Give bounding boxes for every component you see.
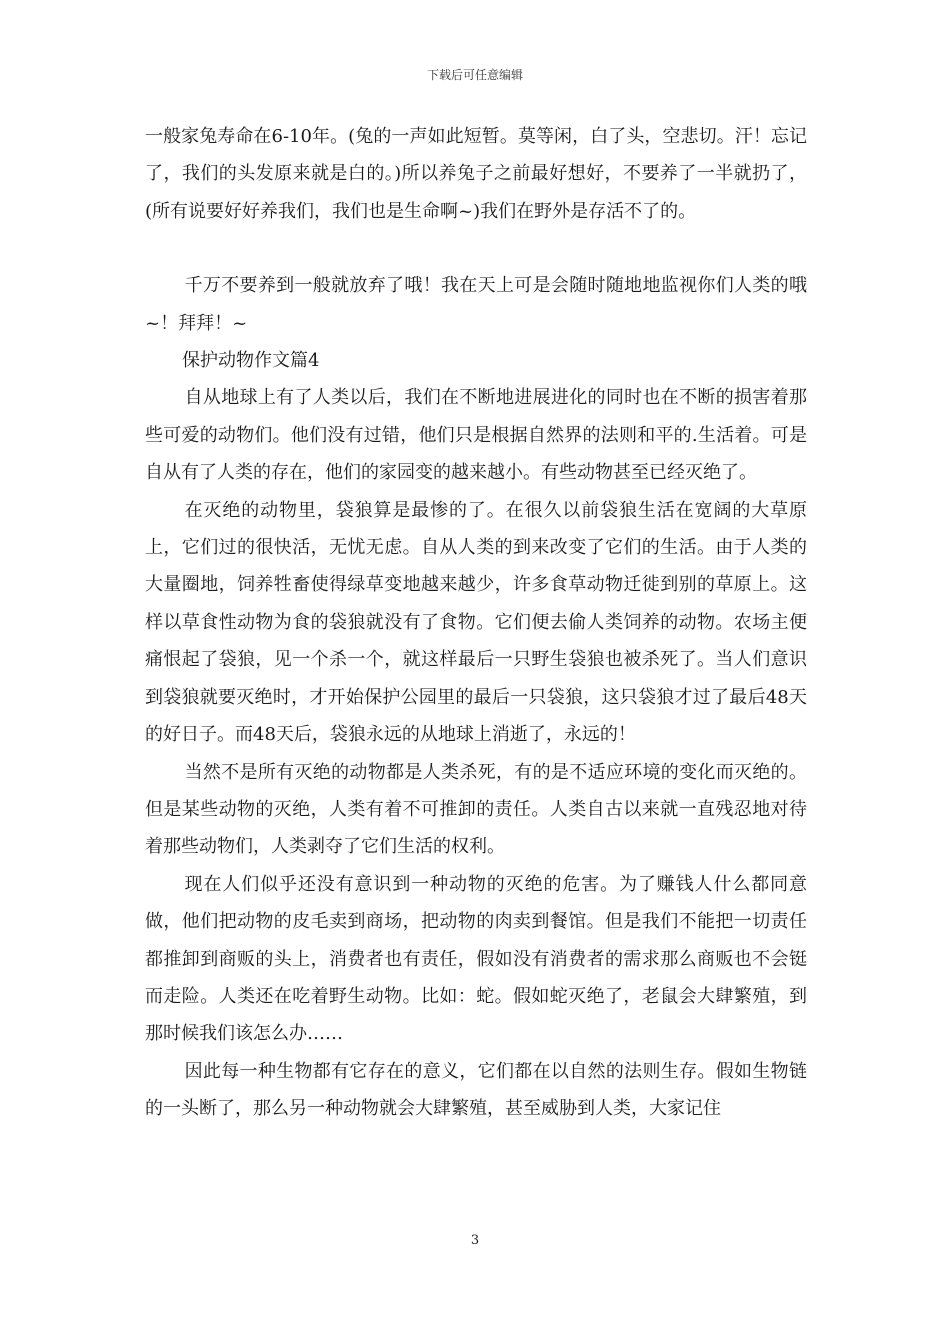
page-header: 下载后可任意编辑 [426, 68, 523, 82]
paragraph-responsibility: 当然不是所有灭绝的动物都是人类杀死，有的是不适应环境的变化而灭绝的。但是某些动物的灭绝，人类有着不可推卸的责任。人类自古以来就一直残忍地对待着那些动物们，人类剥夺了它们生活的权利。 [145, 761, 807, 858]
paragraph-thylacine: 在灭绝的动物里，袋狼算是最惨的了。在很久以前袋狼生活在宽阔的大草原上，它们过的很快活，无忧无虑。自从人类的到来改变了它们的生活。由于人类的大量圈地，饲养牲畜使得绿草变地越来越少，许多食草动物迁徙到别的草原上。这样以草食性动物为食的袋狼就没有了食物。它们便去偷人类饲养的动物。农场主便痛恨起了袋狼，见一个杀一个，就这样最后一只野生袋狼也被杀死了。当人们意识到袋狼就要灭绝时，才开始保护公园里的最后一只袋狼，这只袋狼才过了最后48天的好日子。而48天后，袋狼永远的从地球上消逝了，永远的！ [145, 499, 807, 746]
document-body [145, 118, 807, 1128]
paragraph-food-chain: 因此每一种生物都有它存在的意义，它们都在以自然的法则生存。假如生物链的一头断了，那么另一种动物就会大肆繁殖，甚至威胁到人类，大家记住 [145, 1060, 807, 1120]
paragraph-intro: 自从地球上有了人类以后，我们在不断地进展进化的同时也在不断的损害着那些可爱的动物们。他们没有过错，他们只是根据自然界的法则和平的.生活着。可是自从有了人类的存在，他们的家园变的越来越小。有些动物甚至已经灭绝了。 [145, 387, 807, 484]
section-heading: 保护动物作文篇4 [182, 350, 320, 372]
paragraph-trade: 现在人们似乎还没有意识到一种动物的灭绝的危害。为了赚钱人什么都同意做，他们把动物的皮毛卖到商场，把动物的肉卖到餐馆。但是我们不能把一切责任都推卸到商贩的头上，消费者也有责任，假如没有消费者的需求那么商贩也不会铤而走险。人类还在吃着野生动物。比如：蛇。假如蛇灭绝了，老鼠会大肆繁殖，到那时候我们该怎么办…… [145, 873, 807, 1045]
page-number: 3 [470, 1233, 480, 1248]
paragraph-rabbit-lifespan: 一般家兔寿命在6-10年。(兔的一声如此短暂。莫等闲，白了头，空悲切。汗！忘记了，我们的头发原来就是白的。)所以养兔子之前最好想好，不要养了一半就扔了，(所有说要好好养我们，我们也是生命啊~)我们在野外是存活不了的。 [145, 126, 807, 222]
paragraph-farewell: 千万不要养到一般就放弃了哦！我在天上可是会随时随地地监视你们人类的哦~！拜拜！~ [145, 275, 807, 334]
